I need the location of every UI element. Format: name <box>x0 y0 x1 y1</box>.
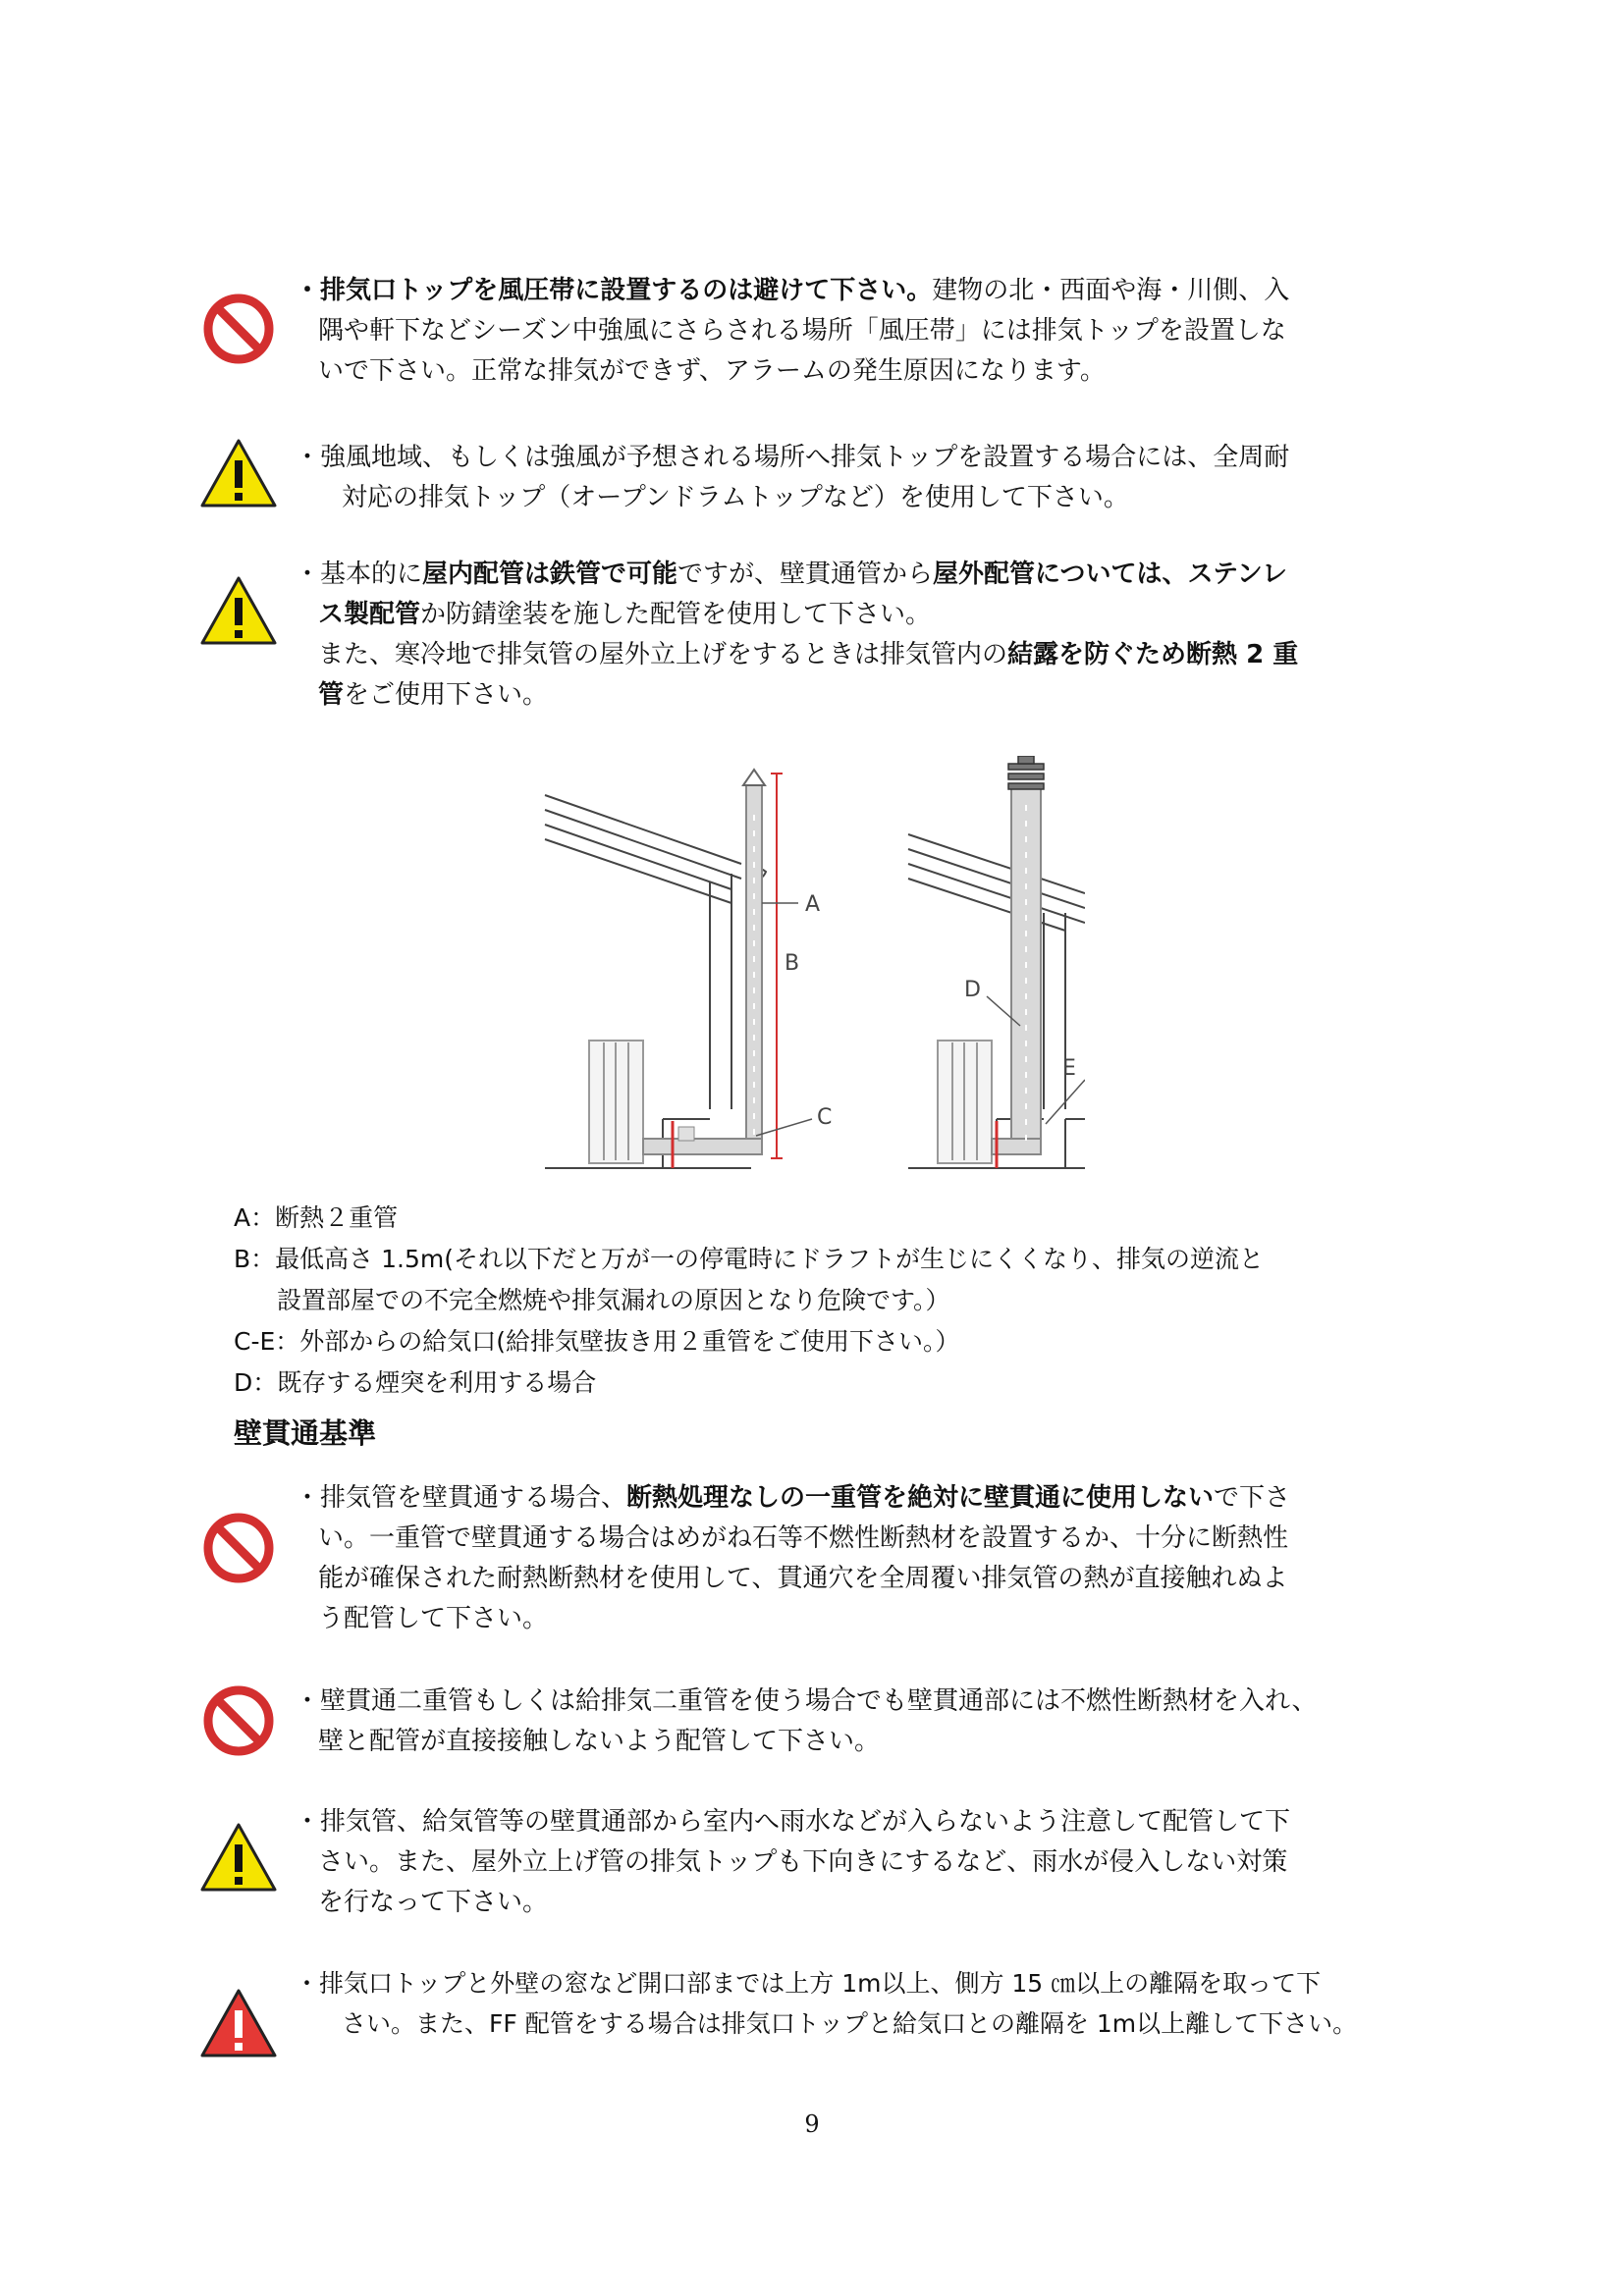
section-wind-pressure <box>295 271 1414 392</box>
text-line: を行なって下さい。 <box>318 1888 549 1917</box>
figure-legend <box>234 1198 1412 1404</box>
text: ・基本的に <box>295 560 423 589</box>
text-line: ・排気口トップと外壁の窓など開口部までは上方 1m以上、側方 15 ㎝以上の離隔を取って下 <box>295 1969 1322 1998</box>
text-line: さい。また、FF 配管をする場合は排気口トップと給気口との離隔を 1m以上離して下さい。 <box>342 2009 1358 2038</box>
text-line: い。一重管で壁貫通する場合はめがね石等不燃性断熱材を設置するか、十分に断熱性 <box>318 1523 1289 1553</box>
text-line: 能が確保された耐熱断熱材を使用して、貫通穴を全周覆い排気管の熱が直接触れぬよ <box>318 1564 1288 1593</box>
warning-icon <box>199 437 278 509</box>
text: をご使用下さい。 <box>344 680 549 710</box>
text-line: 対応の排気トップ（オープンドラムトップなど）を使用して下さい。 <box>342 483 1129 512</box>
emphasis: 断熱処理なしの一重管を絶対に壁貫通に使用しない <box>626 1483 1215 1513</box>
section-piping-material <box>295 555 1414 716</box>
text: で下さ <box>1214 1483 1291 1513</box>
label-b: B <box>785 951 800 976</box>
text-line: 壁と配管が直接接触しないよう配管して下さい。 <box>318 1727 881 1756</box>
prohibited-icon <box>202 293 275 365</box>
section-double-pipe <box>295 1682 1414 1762</box>
section-wall-penetration <box>295 1478 1414 1639</box>
text-line: う配管して下さい。 <box>318 1604 549 1633</box>
legend-b: B：最低高さ 1.5m(それ以下だと万が一の停電時にドラフトが生じにくくなり、排気の逆流と <box>234 1245 1264 1273</box>
warning-icon <box>199 1821 278 1894</box>
section-clearance <box>295 1963 1414 2044</box>
text-line: ・壁貫通二重管もしくは給排気二重管を使う場合でも壁貫通部には不燃性断熱材を入れ、 <box>295 1686 1318 1716</box>
text: また、寒冷地で排気管の屋外立上げをするときは排気管内の <box>318 640 1008 669</box>
danger-icon <box>199 1987 278 2059</box>
emphasis: 屋外配管については、ステンレ <box>933 560 1288 589</box>
legend-b-cont: 設置部屋での不完全燃焼や排気漏れの原因となり危険です。） <box>277 1286 950 1314</box>
text-line: 隅や軒下などシーズン中強風にさらされる場所「風圧帯」には排気トップを設置しな <box>318 316 1286 346</box>
label-a: A <box>805 892 821 917</box>
label-c: C <box>817 1105 833 1130</box>
warning-lead: ・排気口トップを風圧帯に設置するのは避けて下さい。 <box>295 276 933 305</box>
legend-a: A：断熱２重管 <box>234 1203 399 1232</box>
text-line: ・排気管、給気管等の壁貫通部から室内へ雨水などが入らないよう注意して配管して下 <box>295 1807 1291 1837</box>
text-line: さい。また、屋外立上げ管の排気トップも下向きにするなど、雨水が侵入しない対策 <box>318 1847 1288 1877</box>
legend-d: D：既存する煙突を利用する場合 <box>234 1368 597 1397</box>
section-rainwater <box>295 1802 1414 1923</box>
text: ですが、壁貫通管から <box>677 560 934 589</box>
chimney-installation-diagram <box>535 756 1085 1178</box>
emphasis: 管 <box>318 680 345 710</box>
label-e: E <box>1062 1056 1076 1081</box>
prohibited-icon <box>202 1684 275 1757</box>
text-line: ・強風地域、もしくは強風が予想される場所へ排気トップを設置する場合には、全周耐 <box>295 443 1290 472</box>
label-d: D <box>964 978 981 1002</box>
emphasis: 屋内配管は鉄管で可能 <box>422 560 678 589</box>
text-line: いで下さい。正常な排気ができず、アラームの発生原因になります。 <box>318 356 1106 386</box>
emphasis: ス製配管 <box>318 600 421 629</box>
text: か防錆塗装を施した配管を使用して下さい。 <box>420 600 932 629</box>
emphasis: 結露を防ぐため断熱 2 重 <box>1007 640 1299 669</box>
prohibited-icon <box>202 1512 275 1584</box>
page-number: 9 <box>804 2110 820 2138</box>
section-strong-wind <box>295 438 1414 518</box>
text: ・排気管を壁貫通する場合、 <box>295 1483 627 1513</box>
legend-ce: C-E：外部からの給気口(給排気壁抜き用２重管をご使用下さい。） <box>234 1327 960 1356</box>
warning-icon <box>199 574 278 647</box>
text: 建物の北・西面や海・川側、入 <box>932 276 1290 305</box>
section-heading: 壁貫通基準 <box>234 1416 377 1450</box>
